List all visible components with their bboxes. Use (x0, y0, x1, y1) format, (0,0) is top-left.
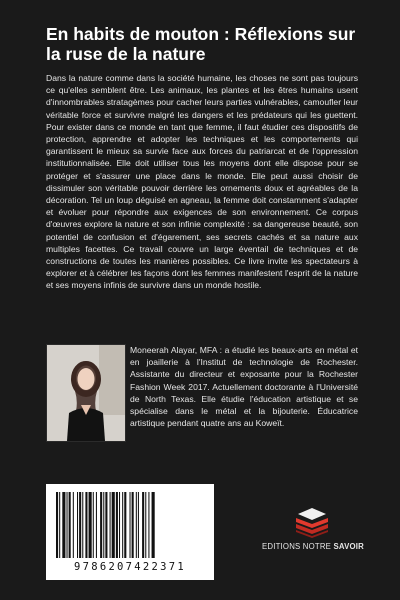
barcode-bar (89, 492, 92, 558)
barcode-bar (73, 492, 74, 558)
barcode-bar (130, 492, 131, 558)
author-bio: Moneerah Alayar, MFA : a étudié les beaux-arts en métal et en joaillerie à l'Institut de technologie de Rochester. Assistante du directeur et exposante pour la Rochester Fashion Week 2017. Actuellement doctorante à l'Université de North Texas. Elle étudie l'éducation artistique et se spécialise dans le métal et la bijouterie. Éducatrice artistique pendant quatre ans au Koweït. (130, 345, 358, 429)
barcode-bar (85, 492, 87, 558)
publisher-name (262, 542, 362, 551)
book-title: En habits de mouton : Réflexions sur la ruse de la nature (46, 24, 356, 64)
book-stack-icon (292, 506, 332, 538)
publisher-name-regular: EDITIONS NOTRE (262, 542, 334, 551)
barcode-bar (110, 492, 111, 558)
barcode-bars (54, 492, 206, 558)
barcode-bar (69, 492, 71, 558)
isbn-barcode (46, 484, 214, 580)
barcode-bar (93, 492, 94, 558)
barcode-bar (142, 492, 144, 558)
barcode-bar (145, 492, 146, 558)
barcode-bar (59, 492, 60, 558)
barcode-bar (124, 492, 126, 558)
barcode-bar (100, 492, 102, 558)
barcode-bar (103, 492, 104, 558)
barcode-bar (105, 492, 107, 558)
barcode-bar (152, 492, 155, 558)
barcode-bar (116, 492, 118, 558)
barcode-bar (138, 492, 139, 558)
publisher-block (262, 506, 362, 566)
publisher-name-bold: SAVOIR (333, 542, 364, 551)
barcode-bar (62, 492, 65, 558)
barcode-bar (77, 492, 78, 558)
barcode-bar (122, 492, 123, 558)
barcode-bar (119, 492, 120, 558)
barcode-bar (132, 492, 134, 558)
book-summary: Dans la nature comme dans la société humaine, les choses ne sont pas toujours ce qu'elles semblent être. Les animaux, les plantes et les êtres humains usent d'innombrables stratagèmes pour cacher leurs parties vulnérables, camoufler leur véritable force et survivre malgré les dangers et les prédateurs qui les guettent. Pour exister dans ce monde en tant que femme, il faut étudier ces dispositifs de protection, apprendre et adopter les techniques et les comportements qui garantissent le mieux sa survie face aux forces du patriarcat et de l'oppression institutionnalisée. Elle doit utiliser tous les moyens dont elle dispose pour se protéger et s'assurer une place dans le monde. Elle peut aussi choisir de dissimuler son véritable pouvoir derrière les ornements doux et agréables de la décoration. Tel un loup déguisé en agneau, la femme doit constamment s'adapter et évoluer pour répondre aux exigences de son environnement. Ce corpus d'œuvres explore la nature et son infinie complexité : sa dangereuse beauté, son potentiel de confusion et d'égarement, ses secrets cachés et sa nature aux multiples facettes. Ce travail couvre un large éventail de techniques et de constructions de toutes les manières possibles. Ce livre invite les spectateurs à explorer et à célébrer les façons dont les femmes manifestent l'esprit de la nature et ses moyens infinis de survivre dans un monde hostile. (46, 73, 358, 291)
barcode-bar (136, 492, 137, 558)
barcode-bar (82, 492, 83, 558)
barcode-bar (96, 492, 97, 558)
barcode-bar (112, 492, 115, 558)
barcode-bar (67, 492, 68, 558)
isbn-digits: 9786207422371 (73, 561, 187, 573)
author-photo (46, 344, 126, 442)
barcode-bar (148, 492, 149, 558)
barcode-bar (79, 492, 81, 558)
barcode-bar (56, 492, 58, 558)
